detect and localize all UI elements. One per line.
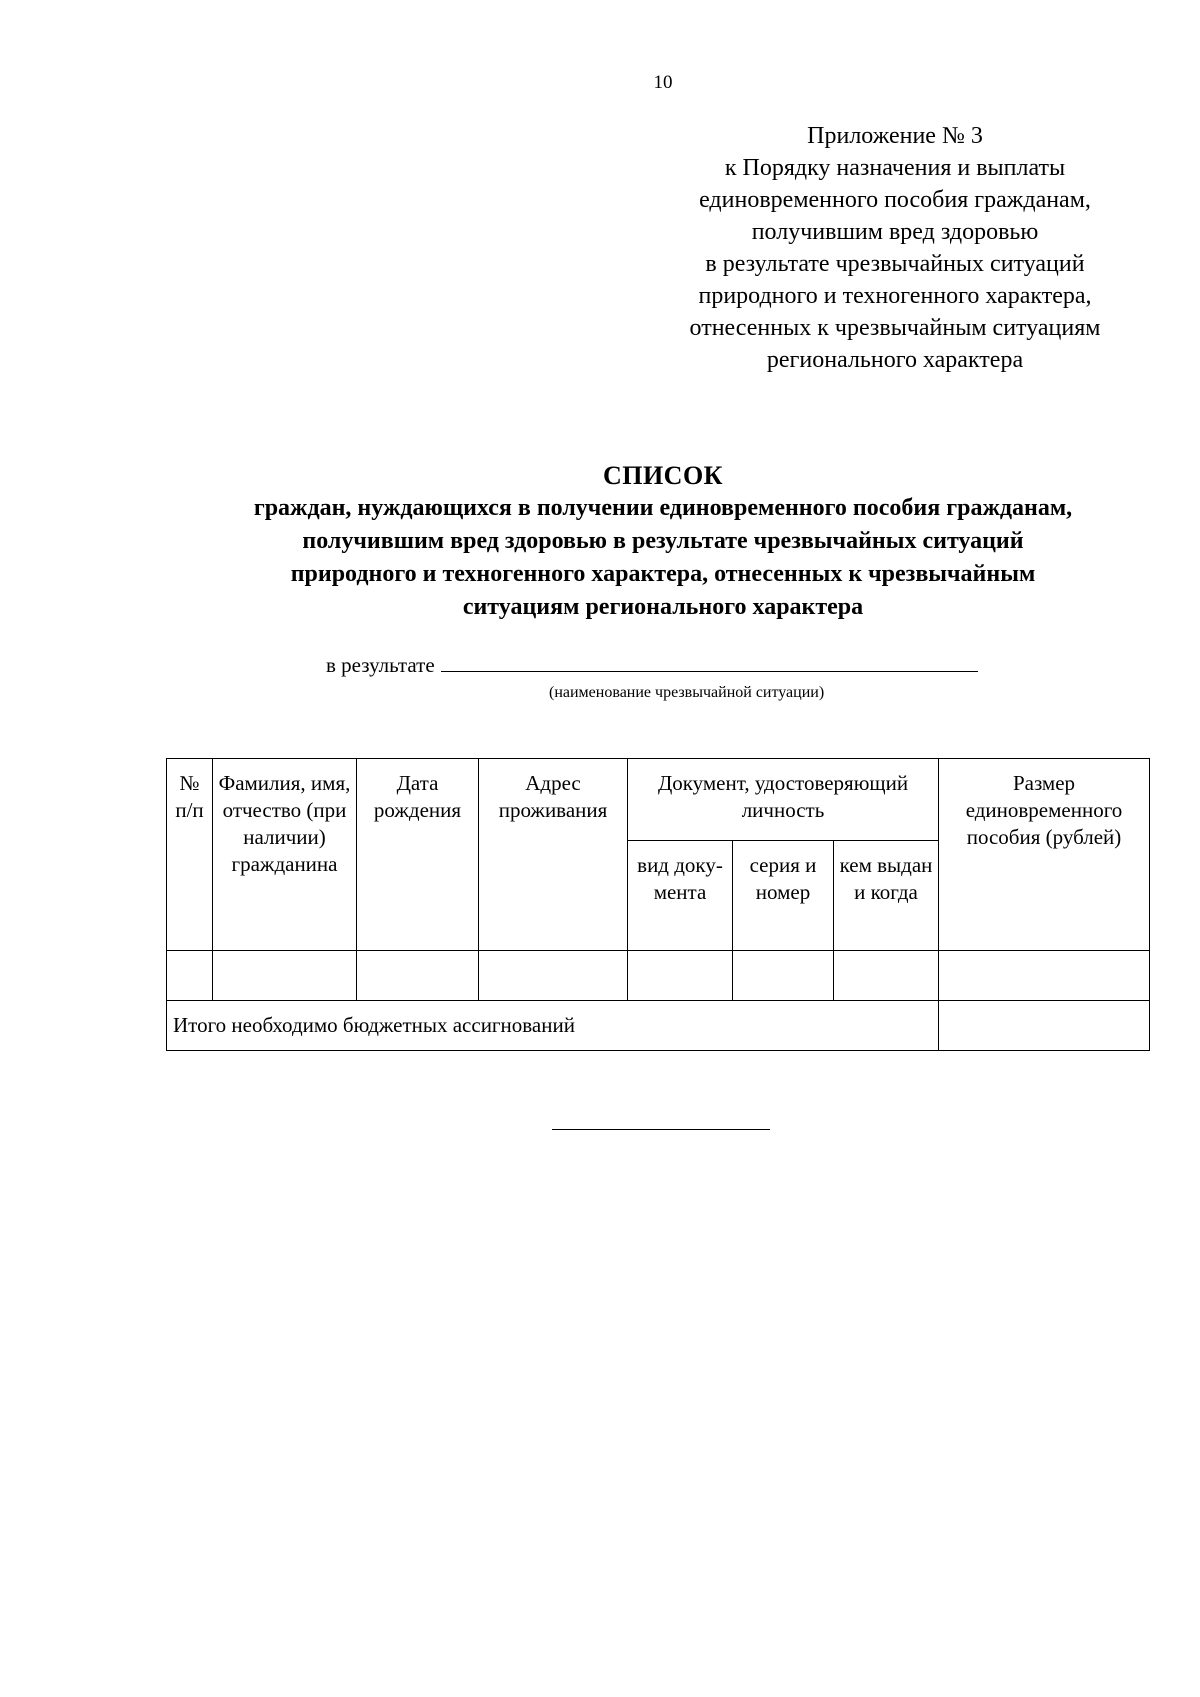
list-title: СПИСОК xyxy=(602,461,724,490)
appendix-line: природного и техногенного характера, xyxy=(698,283,1092,309)
col-header-series-number: серия и номер xyxy=(733,841,834,951)
table-cell xyxy=(479,951,628,1001)
col-header-benefit-amount: Размер единовременного пособия (рублей) xyxy=(939,759,1150,951)
citizens-table xyxy=(166,758,1150,1051)
table-cell xyxy=(167,951,213,1001)
appendix-line: Приложение № 3 xyxy=(807,123,983,149)
subtitle-line: ситуациям регионального характера xyxy=(462,594,864,620)
table-cell xyxy=(834,951,939,1001)
end-divider xyxy=(552,1129,770,1130)
appendix-line: к Порядку назначения и выплаты xyxy=(724,155,1066,181)
appendix-block xyxy=(645,120,1145,376)
table-cell xyxy=(213,951,357,1001)
col-header-number: № п/п xyxy=(167,759,213,951)
subtitle-line: получившим вред здоровью в результате чрезвычайных ситуаций xyxy=(302,528,1024,554)
col-header-birth-date: Дата рождения xyxy=(357,759,479,951)
page-number: 10 xyxy=(653,72,673,93)
subtitle-line: граждан, нуждающихся в получении единовременного пособия гражданам, xyxy=(253,495,1073,521)
col-header-issued-by: кем выдан и когда xyxy=(834,841,939,951)
appendix-line: получившим вред здоровью xyxy=(751,219,1039,245)
total-row xyxy=(167,1001,1150,1051)
col-header-full-name: Фамилия, имя, отчество (при наличии) гражданина xyxy=(213,759,357,951)
table-cell xyxy=(939,951,1150,1001)
table-cell xyxy=(628,951,733,1001)
list-subtitle xyxy=(150,492,1176,624)
result-caption: (наименование чрезвычайной ситуации) xyxy=(549,684,825,701)
result-line xyxy=(326,652,978,678)
emergency-name-blank xyxy=(441,653,978,672)
col-header-document-type: вид доку-мента xyxy=(628,841,733,951)
table-header-row xyxy=(167,759,1150,841)
result-prefix: в результате xyxy=(326,653,435,677)
appendix-line: единовременного пособия гражданам, xyxy=(699,187,1091,213)
appendix-line: в результате чрезвычайных ситуаций xyxy=(705,251,1085,277)
total-label: Итого необходимо бюджетных ассигнований xyxy=(167,1001,939,1051)
total-amount-cell xyxy=(939,1001,1150,1051)
appendix-line: регионального характера xyxy=(766,347,1024,373)
appendix-line: отнесенных к чрезвычайным ситуациям xyxy=(689,315,1101,341)
table-row xyxy=(167,951,1150,1001)
col-header-address: Адрес проживания xyxy=(479,759,628,951)
list-heading xyxy=(150,460,1176,624)
subtitle-line: природного и техногенного характера, отнесенных к чрезвычайным xyxy=(290,561,1036,587)
table-cell xyxy=(357,951,479,1001)
table-cell xyxy=(733,951,834,1001)
col-header-identity-document: Документ, удостоверяющий личность xyxy=(628,759,939,841)
